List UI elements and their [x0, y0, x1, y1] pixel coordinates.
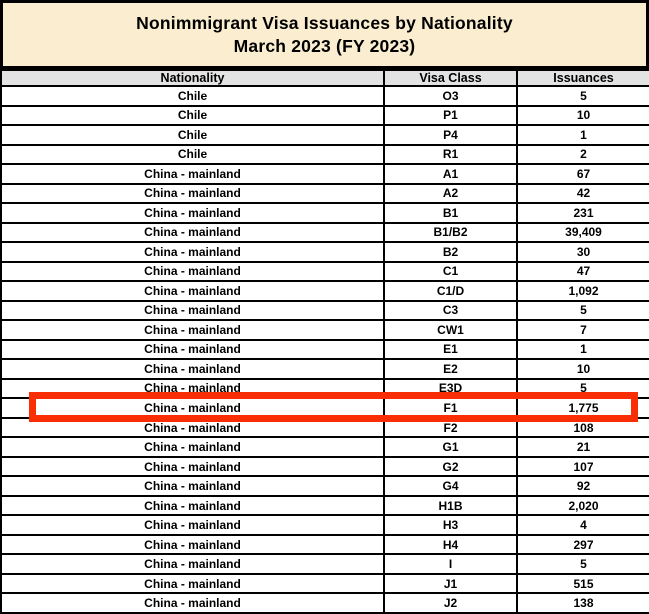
table-row — [1, 125, 649, 145]
issuances-cell: 2,020 — [517, 496, 649, 516]
nationality-cell: China - mainland — [1, 574, 384, 594]
issuances-cell: 107 — [517, 457, 649, 477]
issuances-cell: 42 — [517, 184, 649, 204]
nationality-cell: China - mainland — [1, 554, 384, 574]
nationality-cell: Chile — [1, 86, 384, 106]
table-row — [1, 496, 649, 516]
table-row — [1, 301, 649, 321]
nationality-cell: China - mainland — [1, 223, 384, 243]
column-header-issuances: Issuances — [517, 70, 649, 86]
table-row — [1, 437, 649, 457]
issuances-cell: 10 — [517, 106, 649, 126]
issuances-cell: 108 — [517, 418, 649, 438]
issuances-cell: 297 — [517, 535, 649, 555]
visa-class-cell: CW1 — [384, 320, 517, 340]
visa-class-cell: E1 — [384, 340, 517, 360]
table-body — [1, 86, 649, 613]
table-header-row — [1, 70, 649, 86]
visa-class-cell: G4 — [384, 476, 517, 496]
nationality-cell: China - mainland — [1, 242, 384, 262]
nationality-cell: China - mainland — [1, 515, 384, 535]
table-row — [1, 535, 649, 555]
issuances-cell: 4 — [517, 515, 649, 535]
visa-class-cell: C1/D — [384, 281, 517, 301]
visa-class-cell: J2 — [384, 593, 517, 613]
nationality-cell: China - mainland — [1, 398, 384, 418]
visa-class-cell: F2 — [384, 418, 517, 438]
issuances-cell: 1,775 — [517, 398, 649, 418]
visa-issuances-table — [0, 69, 649, 614]
issuances-cell: 5 — [517, 86, 649, 106]
report-title-block — [0, 0, 649, 69]
nationality-cell: China - mainland — [1, 593, 384, 613]
issuances-cell: 39,409 — [517, 223, 649, 243]
issuances-cell: 5 — [517, 554, 649, 574]
issuances-cell: 7 — [517, 320, 649, 340]
table-row — [1, 554, 649, 574]
table-row — [1, 379, 649, 399]
visa-class-cell: G2 — [384, 457, 517, 477]
visa-class-cell: I — [384, 554, 517, 574]
table-row — [1, 476, 649, 496]
visa-class-cell: B2 — [384, 242, 517, 262]
nationality-cell: China - mainland — [1, 418, 384, 438]
table-row — [1, 184, 649, 204]
table-row — [1, 418, 649, 438]
issuances-cell: 2 — [517, 145, 649, 165]
issuances-cell: 5 — [517, 379, 649, 399]
visa-class-cell: H4 — [384, 535, 517, 555]
visa-class-cell: B1/B2 — [384, 223, 517, 243]
issuances-cell: 30 — [517, 242, 649, 262]
report-title-line-1: Nonimmigrant Visa Issuances by Nationality — [136, 12, 513, 33]
issuances-cell: 21 — [517, 437, 649, 457]
visa-class-cell: F1 — [384, 398, 517, 418]
table-row — [1, 593, 649, 613]
visa-class-cell: E2 — [384, 359, 517, 379]
table-row — [1, 86, 649, 106]
table-row — [1, 457, 649, 477]
nationality-cell: China - mainland — [1, 535, 384, 555]
issuances-cell: 47 — [517, 262, 649, 282]
nationality-cell: China - mainland — [1, 164, 384, 184]
visa-class-cell: P4 — [384, 125, 517, 145]
issuances-cell: 5 — [517, 301, 649, 321]
issuances-cell: 1 — [517, 340, 649, 360]
nationality-cell: China - mainland — [1, 379, 384, 399]
visa-class-cell: J1 — [384, 574, 517, 594]
nationality-cell: Chile — [1, 106, 384, 126]
visa-class-cell: H3 — [384, 515, 517, 535]
visa-class-cell: C1 — [384, 262, 517, 282]
issuances-cell: 10 — [517, 359, 649, 379]
visa-class-cell: A1 — [384, 164, 517, 184]
nationality-cell: China - mainland — [1, 496, 384, 516]
issuances-cell: 515 — [517, 574, 649, 594]
table-row — [1, 262, 649, 282]
visa-class-cell: H1B — [384, 496, 517, 516]
issuances-cell: 92 — [517, 476, 649, 496]
report-title-line-2: March 2023 (FY 2023) — [233, 36, 416, 56]
nationality-cell: China - mainland — [1, 281, 384, 301]
column-header-nationality: Nationality — [1, 70, 384, 86]
table-row — [1, 574, 649, 594]
visa-class-cell: B1 — [384, 203, 517, 223]
column-header-visa-class: Visa Class — [384, 70, 517, 86]
nationality-cell: China - mainland — [1, 340, 384, 360]
nationality-cell: China - mainland — [1, 476, 384, 496]
table-row — [1, 320, 649, 340]
nationality-cell: China - mainland — [1, 203, 384, 223]
table-row — [1, 106, 649, 126]
issuances-cell: 1 — [517, 125, 649, 145]
table-row — [1, 515, 649, 535]
table-row — [1, 281, 649, 301]
table-row — [1, 203, 649, 223]
nationality-cell: Chile — [1, 145, 384, 165]
table-row — [1, 398, 649, 418]
visa-class-cell: G1 — [384, 437, 517, 457]
visa-class-cell: P1 — [384, 106, 517, 126]
table-row — [1, 145, 649, 165]
nationality-cell: China - mainland — [1, 184, 384, 204]
issuances-cell: 67 — [517, 164, 649, 184]
table-row — [1, 340, 649, 360]
visa-class-cell: R1 — [384, 145, 517, 165]
table-row — [1, 242, 649, 262]
table-row — [1, 359, 649, 379]
nationality-cell: China - mainland — [1, 262, 384, 282]
table-row — [1, 164, 649, 184]
visa-class-cell: C3 — [384, 301, 517, 321]
visa-class-cell: O3 — [384, 86, 517, 106]
nationality-cell: China - mainland — [1, 457, 384, 477]
table-row — [1, 223, 649, 243]
nationality-cell: China - mainland — [1, 320, 384, 340]
nationality-cell: China - mainland — [1, 301, 384, 321]
nationality-cell: China - mainland — [1, 437, 384, 457]
visa-class-cell: A2 — [384, 184, 517, 204]
visa-class-cell: E3D — [384, 379, 517, 399]
nationality-cell: Chile — [1, 125, 384, 145]
issuances-cell: 138 — [517, 593, 649, 613]
issuances-cell: 1,092 — [517, 281, 649, 301]
issuances-cell: 231 — [517, 203, 649, 223]
nationality-cell: China - mainland — [1, 359, 384, 379]
